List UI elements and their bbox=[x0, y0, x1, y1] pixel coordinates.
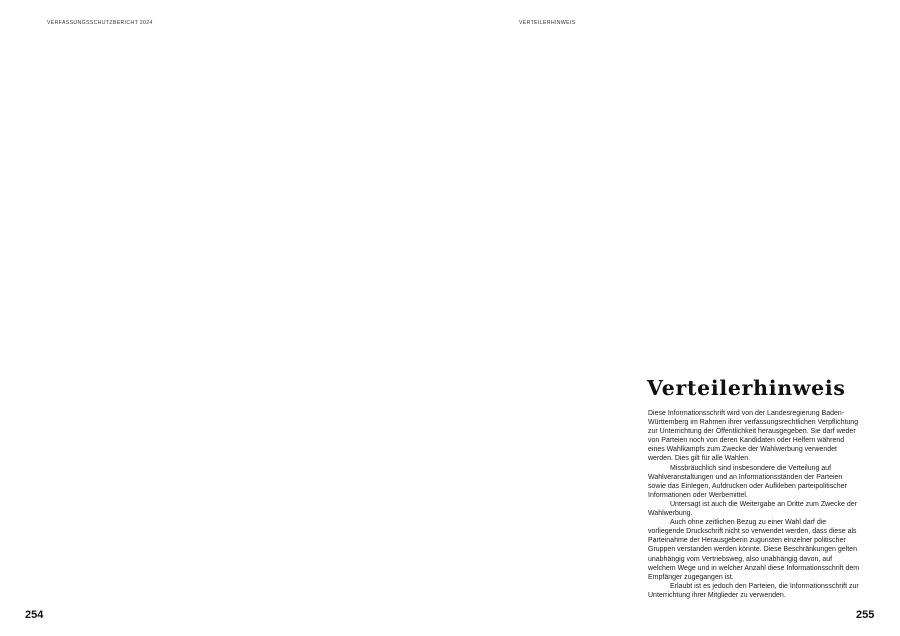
paragraph-1: Diese Informationsschrift wird von der Landesregierung Baden-Württemberg im Rahmen ihrer verfassungsrechtlichen Verpflichtung zur Unterrichtung der Öffentlichkeit herausgegeben. Sie darf weder von Parteien noch von deren Kandidaten oder Helfern während eines Wahlkampfs zum Zwecke der Wahlwerbung verwendet werden. Dies gilt für alle Wahlen. bbox=[648, 410, 859, 463]
paragraph-3: Untersagt ist auch die Weitergabe an Dritte zum Zwecke der Wahlwerbung. bbox=[648, 500, 858, 518]
page-number-left: 254 bbox=[25, 609, 44, 621]
paragraph-2: Missbräuchlich sind insbesondere die Verteilung auf Wahlveranstaltungen und an Informationsständen der Parteien sowie das Einlegen, Aufdrucken oder Aufkleben parteipolitischer Informationen oder Werbemittel. bbox=[648, 464, 847, 499]
page-number-right: 255 bbox=[856, 609, 875, 621]
paragraph-5: Erlaubt ist es jedoch den Parteien, die Informationsschrift zur Unterrichtung ihrer Mitglieder zu verwenden. bbox=[648, 582, 859, 599]
running-header-right: VERTEILERHINWEIS bbox=[519, 20, 576, 26]
page-title: Verteilerhinweis bbox=[647, 376, 846, 400]
paragraph-4: Auch ohne zeitlichen Bezug zu einer Wahl darf die vorliegende Druckschrift nicht so verwendet werden, dass diese als Parteinahme der Herausgeberin zugunsten einzelner politischer Gruppen verstanden werden könnte. Diese Beschränkungen gelten unabhängig vom Vertriebsweg, also unabhängig davon, auf welchem Wege und in welcher Anzahl diese Informationsschrift dem Empfänger zugegangen ist. bbox=[648, 519, 860, 581]
body-text bbox=[648, 409, 860, 600]
running-header-left: VERFASSUNGSSCHUTZBERICHT 2024 bbox=[47, 20, 153, 26]
